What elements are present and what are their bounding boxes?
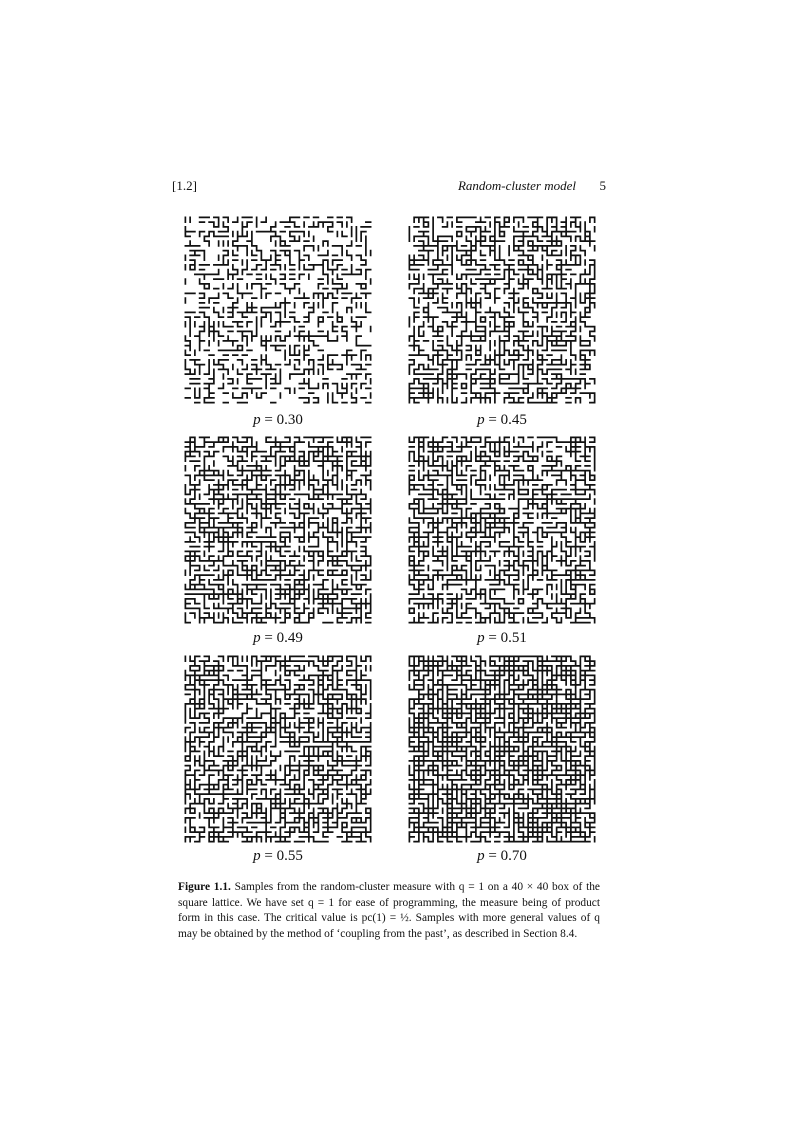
open-edges xyxy=(409,656,594,841)
lattice-sample-p070 xyxy=(407,654,597,844)
open-edges xyxy=(185,217,370,402)
open-edges xyxy=(409,217,594,402)
open-edges xyxy=(185,437,370,622)
lattice-svg xyxy=(183,215,373,405)
open-edges xyxy=(185,656,370,841)
caption-text: Samples from the random-cluster measure with q = 1 on a 40 × 40 box of the square lattice. We have set q = 1 for ease of programming, the measure being of product form in this case. The critical value is pc(1) = ½. Samples with more general values of q may be obtained by the method of ‘coupling from the past’, as described in Section 8.4. xyxy=(178,881,600,940)
lattice-svg xyxy=(407,654,597,844)
lattice-svg xyxy=(407,215,597,405)
running-title: Random-cluster model xyxy=(457,178,576,193)
panel-label: p = 0.45 xyxy=(477,412,527,428)
running-header xyxy=(172,178,606,198)
lattice-sample-p030 xyxy=(183,215,373,405)
lattice-svg xyxy=(407,435,597,625)
open-edges xyxy=(409,437,594,622)
panel-label: p = 0.70 xyxy=(477,848,527,864)
panel-label: p = 0.30 xyxy=(253,412,303,428)
panel-label: p = 0.49 xyxy=(253,630,303,646)
figure-caption xyxy=(178,880,600,942)
lattice-sample-p055 xyxy=(183,654,373,844)
figure-label: Figure 1.1. xyxy=(178,881,231,893)
section-number: [1.2] xyxy=(172,178,197,193)
lattice-svg xyxy=(183,654,373,844)
lattice-sample-p051 xyxy=(407,435,597,625)
panel-label: p = 0.51 xyxy=(477,630,527,646)
lattice-sample-p049 xyxy=(183,435,373,625)
lattice-sample-p045 xyxy=(407,215,597,405)
page-number: 5 xyxy=(599,178,606,193)
lattice-svg xyxy=(183,435,373,625)
panel-label: p = 0.55 xyxy=(253,848,303,864)
